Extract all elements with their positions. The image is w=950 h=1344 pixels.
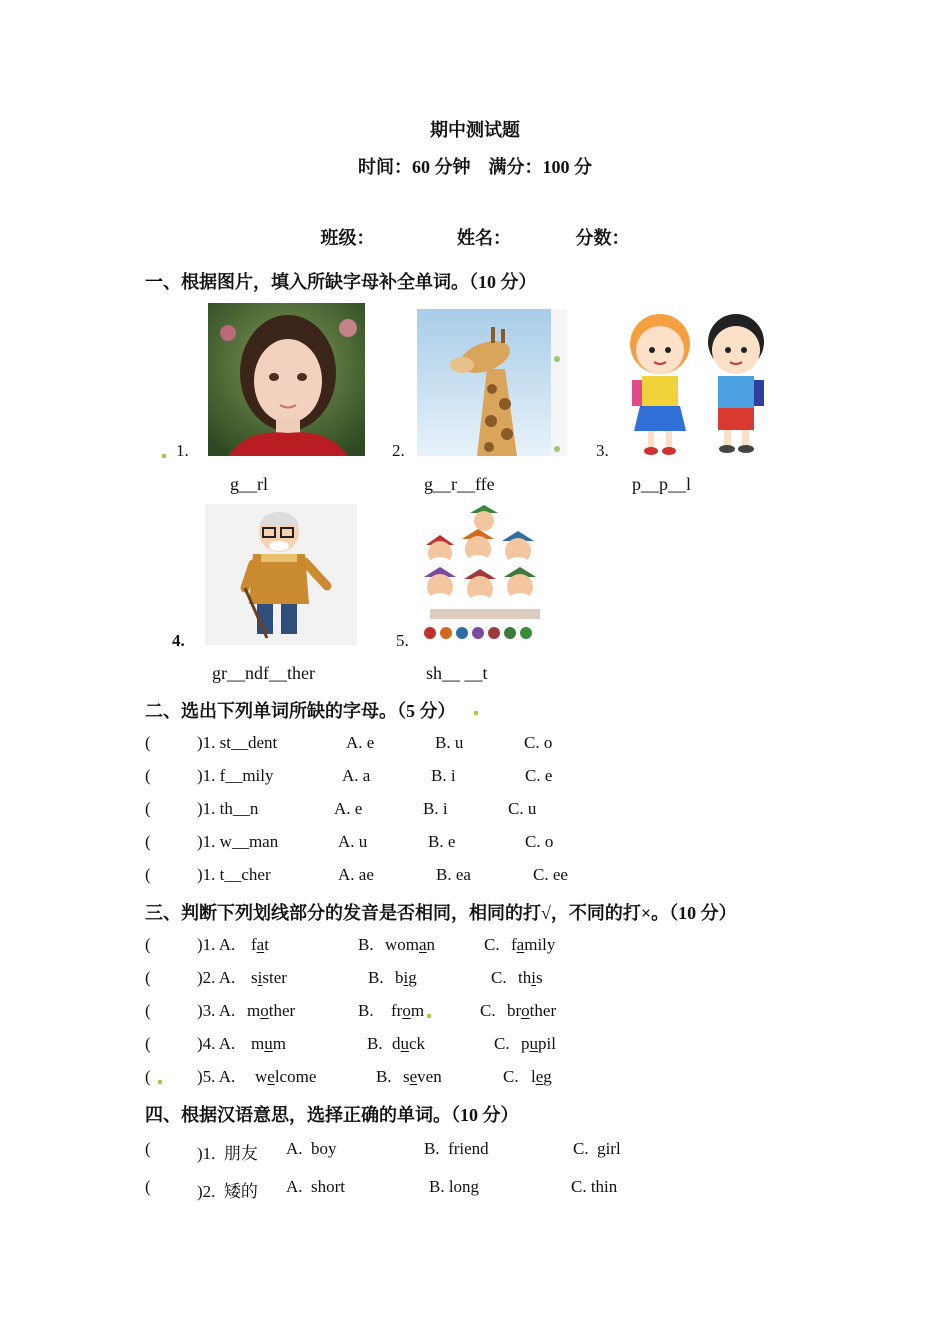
answer-paren[interactable]: ( xyxy=(145,1067,151,1086)
option-b: B. long xyxy=(429,1177,480,1196)
list-item xyxy=(145,733,645,757)
list-item xyxy=(145,766,645,790)
word-c: pupil xyxy=(521,1034,556,1053)
option-c-label: C. xyxy=(491,968,507,987)
section4-heading: 四、根据汉语意思，选择正确的单词。（10 分） xyxy=(145,1105,519,1125)
dwarfs-cartoon-icon xyxy=(418,505,552,645)
option-a: A. e xyxy=(334,799,363,818)
option-c: C. ee xyxy=(533,865,568,884)
class-label: 班级： xyxy=(320,228,375,248)
word-a: mum xyxy=(251,1034,286,1053)
word-c: family xyxy=(511,935,556,954)
option-b-label: B. xyxy=(367,1034,383,1053)
option-a: A. a xyxy=(342,766,371,785)
item-number: 2. xyxy=(392,441,405,460)
word-blank: g__rl xyxy=(230,474,268,494)
answer-paren[interactable]: ( xyxy=(145,799,151,818)
option-b: B. e xyxy=(428,832,456,851)
grandfather-cartoon-icon xyxy=(205,504,357,645)
list-item xyxy=(145,935,645,959)
option-b: B. i xyxy=(423,799,448,818)
option-c-label: C. xyxy=(494,1034,510,1053)
word-b: seven xyxy=(403,1067,442,1086)
word-c: this xyxy=(518,968,543,987)
list-item xyxy=(145,1139,665,1163)
word-b: duck xyxy=(392,1034,426,1053)
answer-paren[interactable]: ( xyxy=(145,935,151,954)
option-a: A. short xyxy=(286,1177,346,1196)
answer-paren[interactable]: ( xyxy=(145,1177,151,1196)
marker-dot xyxy=(474,711,478,715)
question-number: )5. A. xyxy=(197,1067,236,1086)
score-label: 分数： xyxy=(575,228,630,248)
pupils-cartoon-icon xyxy=(618,306,770,456)
answer-paren[interactable]: ( xyxy=(145,865,151,884)
option-c: C. u xyxy=(508,799,537,818)
question: )1. w__man xyxy=(197,832,279,851)
option-c: C. thin xyxy=(571,1177,618,1196)
option-b-label: B. xyxy=(368,968,384,987)
question: )1. st__dent xyxy=(197,733,278,752)
option-b-label: B. xyxy=(376,1067,392,1086)
list-item xyxy=(145,799,645,823)
section1-heading: 一、根据图片，填入所缺字母补全单词。（10 分） xyxy=(145,272,537,292)
answer-paren[interactable]: ( xyxy=(145,1001,151,1020)
list-item xyxy=(145,1067,645,1091)
option-c: C. girl xyxy=(573,1139,621,1158)
question-number: )3. A. xyxy=(197,1001,236,1020)
student-info-line xyxy=(0,224,950,250)
section3-heading: 三、判断下列划线部分的发音是否相同，相同的打√，不同的打×。（10 分） xyxy=(145,903,737,923)
option-a: A. u xyxy=(338,832,368,851)
answer-paren[interactable]: ( xyxy=(145,766,151,785)
word-c: leg xyxy=(531,1067,552,1086)
option-b: B. ea xyxy=(436,865,471,884)
name-label: 姓名： xyxy=(457,228,511,248)
option-c: C. o xyxy=(524,733,553,752)
option-b-label: B. xyxy=(358,935,374,954)
word-a: sister xyxy=(251,968,287,987)
option-c: C. e xyxy=(525,766,553,785)
question-number: )4. A. xyxy=(197,1034,236,1053)
option-c-label: C. xyxy=(503,1067,519,1086)
marker-dot xyxy=(158,1080,162,1084)
word-a: mother xyxy=(247,1001,296,1020)
list-item xyxy=(145,1001,645,1025)
list-item xyxy=(145,1034,645,1058)
answer-paren[interactable]: ( xyxy=(145,733,151,752)
option-a: A. ae xyxy=(338,865,374,884)
girl-photo-icon xyxy=(208,303,365,456)
item-number: 1. xyxy=(176,441,189,460)
option-a: A. boy xyxy=(286,1139,337,1158)
word-blank: gr__ndf__ther xyxy=(212,663,315,683)
answer-paren[interactable]: ( xyxy=(145,832,151,851)
exam-time-score: 时间：60 分钟 满分：100 分 xyxy=(358,157,592,177)
list-item xyxy=(145,865,645,889)
word-c: brother xyxy=(507,1001,557,1020)
list-item xyxy=(145,832,645,856)
question-number: )1. A. xyxy=(197,935,236,954)
question: )2. 矮的 xyxy=(197,1182,258,1201)
word-blank: sh__ __t xyxy=(426,663,488,683)
word-b: from xyxy=(391,1001,425,1020)
option-c-label: C. xyxy=(484,935,500,954)
option-a: A. e xyxy=(346,733,375,752)
giraffe-photo-icon xyxy=(417,309,567,456)
marker-dot xyxy=(162,454,166,458)
word-blank: g__r__ffe xyxy=(424,474,495,494)
word-blank: p__p__l xyxy=(632,474,692,494)
item-number: 5. xyxy=(396,631,409,650)
answer-paren[interactable]: ( xyxy=(145,1139,151,1158)
option-b: B. friend xyxy=(424,1139,489,1158)
word-a: fat xyxy=(251,935,269,954)
answer-paren[interactable]: ( xyxy=(145,968,151,987)
option-b: B. u xyxy=(435,733,464,752)
section2-heading: 二、选出下列单词所缺的字母。（5 分） xyxy=(145,701,456,721)
marker-dot xyxy=(427,1014,431,1018)
list-item xyxy=(145,968,645,992)
word-a: welcome xyxy=(255,1067,317,1086)
item-number: 3. xyxy=(596,441,609,460)
page-title: 期中测试题 xyxy=(430,120,520,140)
question: )1. f__mily xyxy=(197,766,274,785)
list-item xyxy=(145,1177,665,1201)
question: )1. t__cher xyxy=(197,865,271,884)
answer-paren[interactable]: ( xyxy=(145,1034,151,1053)
question: )1. th__n xyxy=(197,799,259,818)
item-number: 4. xyxy=(172,631,185,650)
question: )1. 朋友 xyxy=(197,1144,258,1163)
option-c: C. o xyxy=(525,832,554,851)
question-number: )2. A. xyxy=(197,968,236,987)
option-b-label: B. xyxy=(358,1001,374,1020)
option-b: B. i xyxy=(431,766,456,785)
word-b: big xyxy=(395,968,417,987)
word-b: woman xyxy=(385,935,436,954)
option-c-label: C. xyxy=(480,1001,496,1020)
